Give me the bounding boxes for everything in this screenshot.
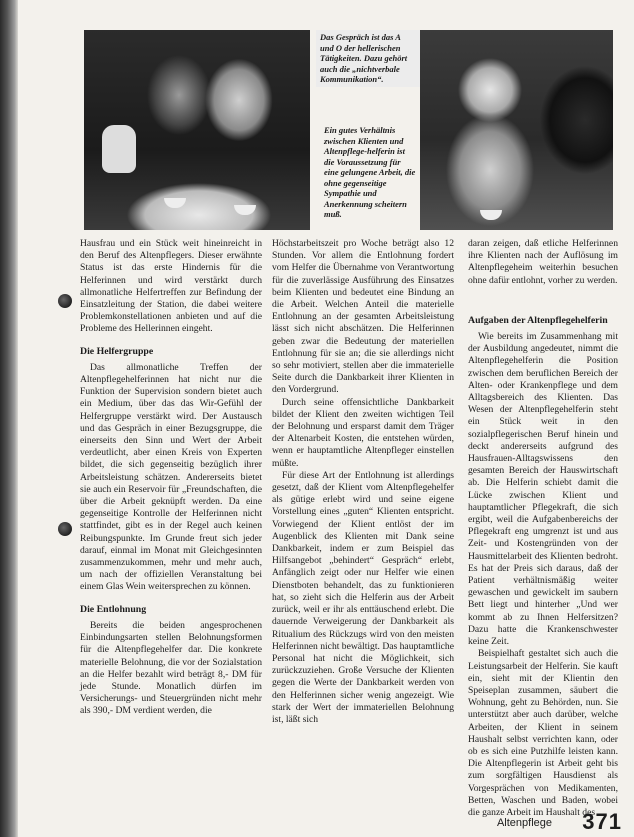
paragraph: Für diese Art der Entlohnung ist allerdings gesetzt, daß der Klient vom Altenpflegehelfer als gütige erlebt wird und seine eigene Vorstellung eines „guten“ Klienten entspricht. Vorwiegend der Klient entlöst der im Augenblick des Klienten mit Dank seine Dankbarkeit, indem er zum Beispiel das Hilfsangebot „behindert“ Gespräch“ erlebt, Anfänglich zeigt oder nur Helfer wie einen Dienstboten behandelt, das zu funktionieren hat, so zieht sich die Helferin aus der Arbeit zurück, weil er ihr als enttäuschend erlebt. Die dauernde Verweigerung der Dankbarkeit als Ritualium des Rückzugs wird von den meisten Helferinnen nicht bewältigt. Das hauptamtliche Personal hat nicht die Möglichkeit, sich zurückzuziehen. Große Versuche der Klienten gegen die Werte der Dankbarkeit werden von den Helferinnen sicher wenig angezeigt. Wie stark der Wert der immateriellen Belohnung ist, läßt sich [272,469,454,725]
section-heading: Aufgaben der Altenpflegehelferin [468,314,608,326]
coffee-pot-shape [102,125,136,173]
text-column-1 [80,238,262,718]
section-heading: Die Entlohnung [80,603,147,615]
paragraph: Höchstarbeitszeit pro Woche beträgt also 12 Stunden. Vor allem die Entlohnung fordert vom Helfer die Übernahme von Verantwortung für die zuverlässige Ausführung des Einsatzes beim Klienten und bedeutet eine Bindung an die Arbeit. Welchen Anteil die materielle Entlohnung an der gesamten Arbeitsleistung lässt sich nicht abschätzen. Die Helferinnen geben zwar die Bedeutung der materiellen Entlohnung für sie an; die sie allerdings nicht so sehr motiviert, stellen aber die immaterielle Seite durch die Dankbarkeit ihrer Klienten in den Vordergrund. [272,238,454,396]
cup-shape [480,210,502,220]
paragraph: Wie bereits im Zusammenhang mit der Ausbildung angedeutet, nimmt die Altenpflegehelferin die Position zwischen dem beruflichen Bereich der Alten- oder Krankenpflege und dem Alltagsbereich des Klienten. Das Wesen der Altenpflegehelferin steht ein Stück weit in den sozialpflegerischen Beruf hinein und deckt andererseits aufgrund des Hausfrauen-Alltagswissens den gesamten Bereich der Hauswirtschaft ab. Die Helferin schiebt damit die Lücke zwischen Klient und hauptamtlicher Pflegekraft, die sich ergibt, weil die Aufgabenbereichs der Pflegekraft eng umgrenzt ist und aus Zeit- und Kostengründen von der Hausmittelarbeit des Klienten bedroht. Es hat der Preis sich daraus, daß der Patient verhältnismäßig weiter gewaschen und gewickelt im saubern Bett liegt und hinterher „Und wer kommt ab zu Ihnen Helfersitzen? Dazu hatte die Krankenschwester keine Zeit. [468,331,618,648]
cup-shape [164,198,186,208]
paragraph: Beispielhaft gestaltet sich auch die Leistungsarbeit der Helferin. Sie kauft ein, sieht mit der Klientin den Speiseplan zusammen, säubert die Wohnung, geht zu Behörden, nun. Sie unterstützt aber auch darüber, welche Arbeiten, der Klient in seinem Haushalt selbst verrichten kann, oder ob es sich eine Putzhilfe leisten kann. Die Altenpflegerin ist Arbeit geht bis zum sorgfältigen Hausdienst als Vorgesprächen von Medikamenten, Betten, Waschen und Baden, wobei die ganze Arbeit im Haushalt des [468,648,618,818]
binder-hole [58,294,72,308]
paragraph: Das allmonatliche Treffen der Altenpflegehelferinnen hat nicht nur die Funktion der Supervision sondern bietet auch ein Medium, über das das Wir-Gefühl der Helfergruppe verstärkt wird. Der Austausch und das Gespräch in einer Bezugsgruppe, die einerseits den Sinn und Wert der Arbeit verdeutlicht, aber einen Kreis von Experten bildet, die sich gegenseitig bezüglich ihrer Arbeitsleistung schätzen. Andererseits bietet sie auch ein Reservoir für „Freundschaften, die über die Arbeit geknüpft werden. Da eine gegenseitige Kontrolle der Helferinnen nicht stattfindet, gibt es in der Regel auch keinen Reibungspunkte. Im Grunde freut sich jeder darauf, einmal im Monat mit Gleichgesinnten zusammenzukommen, mehr und mehr auch, um nach der offiziellen Veranstaltung bei einem Glas Wein weitersprechen zu können. [80,361,262,593]
photo-caption-middle: Ein gutes Verhältnis zwischen Klienten und Altenpflege-helferin ist die Voraussetzung für eine gelungene Arbeit, die ohne gegenseitige Sympathie und Anerkennung scheitern muß. [324,125,416,219]
paragraph: Durch seine offensichtliche Dankbarkeit bildet der Klient den zweiten wichtigen Teil der Belohnung und ersparst damit dem Träger der Altenarbeit Kosten, die entstehen würden, wenn er hauptamtliche Altenpfleger einstellen müßte. [272,396,454,469]
magazine-name: Altenpflege [496,817,552,829]
text-column-2 [272,238,454,726]
cup-shape [234,205,256,215]
photo-elderly-woman-with-helper [420,30,613,230]
binder-hole [58,522,72,536]
paragraph: Bereits die beiden angesprochenen Einbindungsarten stellen Belohnungsformen für die Altenpflegehelfer dar. Die konkrete materielle Belohnung, die vor der Sozialstation an die Helfer bezahlt wird beträgt 8,- DM für jede Stunde. Monatlich dürfen im Versicherungs- und Steuergründen nicht mehr als 390,- DM verdient werden, die [80,619,262,717]
photo-women-at-coffee-table [84,30,310,230]
photo-caption-top: Das Gespräch ist das A und O der hellerischen Tätigkeiten. Dazu gehört auch die „nichtverbale Kommunikation“. [316,30,420,87]
page-edge-shadow [0,0,18,837]
section-heading: Die Helfergruppe [80,345,154,357]
page-number: 371 [582,809,622,834]
paragraph: daran zeigen, daß etliche Helferinnen ihre Klienten nach der Auflösung im Altenpflegeheim weiterhin besuchen ohne dafür entlohnt, vorher zu werden. [468,238,618,286]
text-column-3 [468,238,618,819]
paragraph: Hausfrau und ein Stück weit hineinreicht in den Beruf des Altenpflegers. Dieser erwähnte Status ist das erste Hindernis für die Helferinnen und wird verstärkt durch allmonatliche Helfertreffen zur Befindung der Einsatzleitung der Station, die dabei weitere Problemkonstellationen anbieten und auf die Probleme des Hellerinnen eingeht. [80,238,262,335]
